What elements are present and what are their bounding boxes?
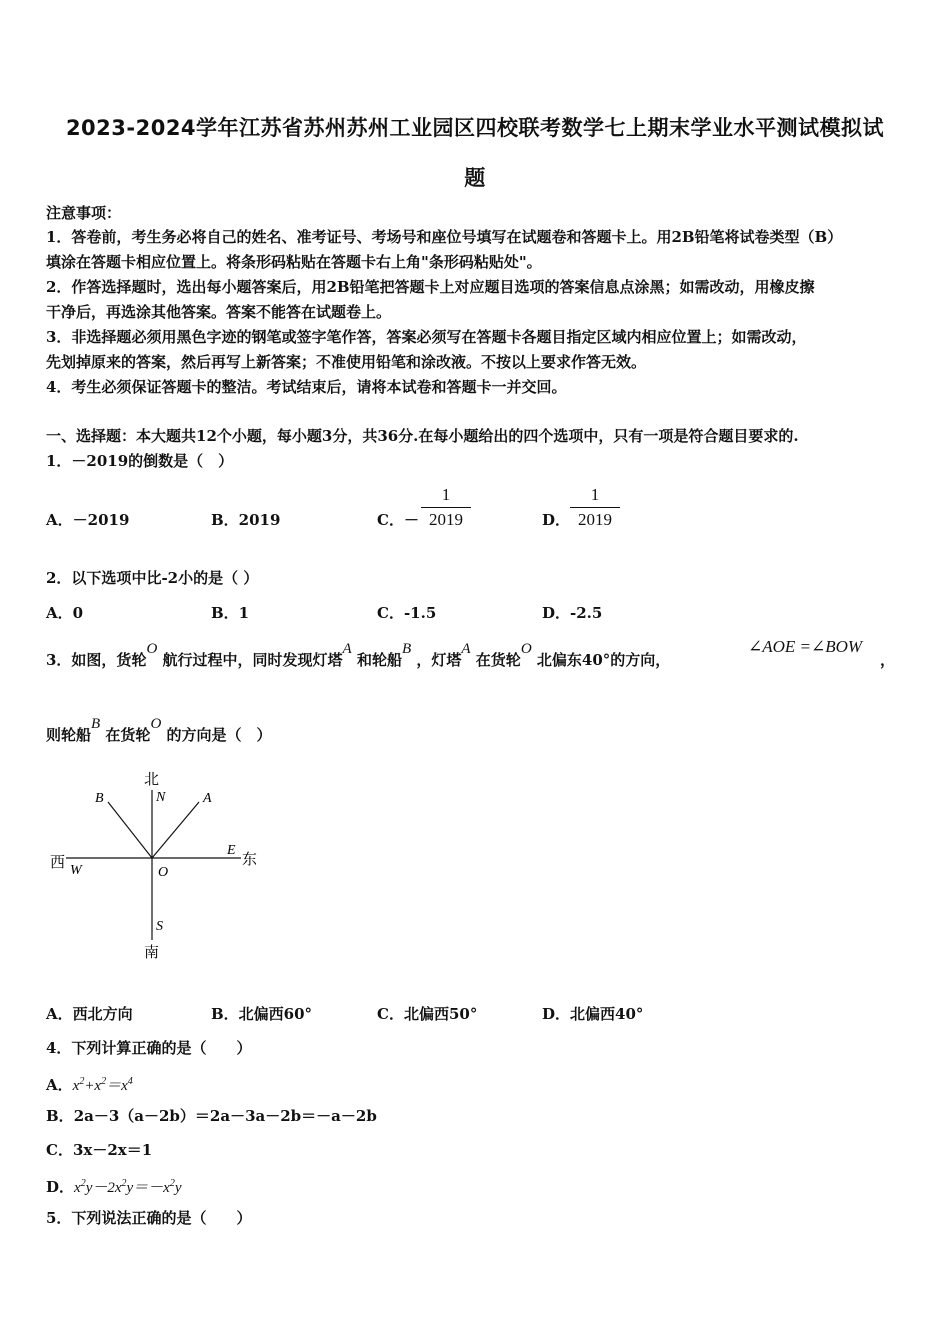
q3-comma: ， [880, 651, 896, 669]
q4-option-a [46, 1072, 133, 1096]
label-north: 北 [144, 770, 160, 788]
notice-line: 2．作答选择题时，选出每小题答案后，用2B铅笔把答题卡上对应题目选项的答案信息点涂黑；如需改动，用橡皮擦 [46, 278, 815, 296]
ray-oa [152, 802, 199, 858]
notice-heading: 注意事项： [46, 204, 122, 222]
label-east: 东 [242, 850, 258, 868]
q4-a-expression: $x^2+x^2=x^4$ [72, 1076, 133, 1094]
q3-option-b: B．北偏西60° [211, 1005, 313, 1023]
fraction-denominator: 2019 [429, 510, 463, 529]
q4-d-expression: $x^2y-2x^2y=-x^2y$ [74, 1178, 182, 1196]
notice-line: 3．非选择题必须用黑色字迹的钢笔或签字笔作答，答案必须写在答题卡各题目指定区域内相应位置上；如需改动， [46, 328, 807, 346]
label-b: B [95, 791, 104, 806]
q3-text: 在货轮 [105, 726, 151, 744]
q3-var-o: O [146, 641, 158, 657]
question-1-stem: 1．－2019的倒数是（ ） [46, 452, 234, 470]
notice-line: 填涂在答题卡相应位置上。将条形码粘贴在答题卡右上角"条形码粘贴处"。 [46, 253, 542, 271]
q3-var-o: O [520, 641, 532, 657]
fraction-bar [570, 507, 620, 508]
label-e: E [227, 843, 236, 858]
notice-line: 先划掉原来的答案，然后再写上新答案；不准使用铅笔和涂改液。不按以上要求作答无效。 [46, 353, 647, 371]
label-west: 西 [50, 853, 66, 871]
label-a: A [203, 791, 212, 806]
fraction-denominator: 2019 [578, 510, 612, 529]
question-3-stem-line2 [46, 716, 906, 746]
q3-var-b: B [401, 641, 412, 657]
section-heading: 一、选择题：本大题共12个小题，每小题3分，共36分.在每小题给出的四个选项中，只有一项是符合题目要求的. [46, 427, 799, 445]
q3-var-o: O [150, 716, 162, 732]
q1-option-d-label: D． [542, 511, 571, 529]
q3-text: 和轮船 [356, 651, 402, 669]
notice-line: 1．答卷前，考生务必将自己的姓名、准考证号、考场号和座位号填写在试题卷和答题卡上。用2B铅笔将试卷类型（B） [46, 228, 843, 246]
compass-diagram [46, 768, 286, 963]
q1-option-c-label: C．－ [377, 511, 419, 529]
q3-option-a: A．西北方向 [46, 1005, 133, 1023]
label-south: 南 [144, 943, 160, 961]
q3-text: ，灯塔 [416, 651, 462, 669]
option-label: C． [46, 1141, 73, 1159]
q2-option-b: B．1 [211, 604, 250, 622]
q3-text: 在货轮 [475, 651, 521, 669]
notice-line: 干净后，再选涂其他答案。答案不能答在试题卷上。 [46, 303, 392, 321]
label-o: O [158, 865, 169, 880]
q3-var-a: A [461, 641, 471, 657]
q3-text: 3．如图，货轮 [46, 651, 147, 669]
q3-angle-expression: ∠AOE =∠BOW [748, 637, 863, 656]
notice-line: 4．考生必须保证答题卡的整洁。考试结束后，请将本试卷和答题卡一并交回。 [46, 378, 567, 396]
page-title-line2: 题 [464, 166, 486, 190]
q4-option-d [46, 1174, 182, 1198]
q2-option-c: C．-1.5 [377, 604, 437, 622]
fraction-bar [421, 507, 471, 508]
q1-option-c-fraction [421, 485, 471, 530]
q1-option-d-fraction [570, 485, 620, 530]
q2-option-d: D．-2.5 [542, 604, 603, 622]
q3-text: 北偏东40°的方向， [536, 651, 671, 669]
page-title-line1: 2023-2024学年江苏省苏州苏州工业园区四校联考数学七上期末学业水平测试模拟试 [65, 116, 885, 140]
label-n: N [156, 790, 166, 805]
question-4-stem: 4．下列计算正确的是（ ） [46, 1039, 252, 1057]
q4-option-c [46, 1140, 152, 1160]
fraction-numerator: 1 [590, 485, 600, 504]
q1-option-a: A．－2019 [46, 511, 130, 529]
q3-option-c: C．北偏西50° [377, 1005, 478, 1023]
q3-text: 航行过程中，同时发现灯塔 [162, 651, 343, 669]
q2-option-a: A．0 [46, 604, 84, 622]
q4-b-expression: 2a－3（a－2b）＝2a－3a－2b＝－a－2b [73, 1107, 377, 1125]
q3-var-a: A [342, 641, 352, 657]
q4-option-b [46, 1106, 377, 1126]
q3-option-d: D．北偏西40° [542, 1005, 644, 1023]
question-5-stem: 5．下列说法正确的是（ ） [46, 1209, 252, 1227]
question-2-stem: 2．以下选项中比-2小的是（ ） [46, 569, 259, 587]
fraction-numerator: 1 [441, 485, 451, 504]
option-label: B． [46, 1107, 74, 1125]
q4-c-expression: 3x－2x＝1 [72, 1141, 153, 1159]
option-label: A． [46, 1076, 73, 1094]
q3-text: 的方向是（ ） [166, 726, 272, 744]
label-w: W [70, 863, 82, 878]
ray-ob [108, 802, 152, 858]
q1-option-b: B．2019 [211, 511, 281, 529]
label-s: S [156, 919, 163, 934]
q3-text: 则轮船 [46, 726, 92, 744]
option-label: D． [46, 1178, 75, 1196]
q3-var-b: B [91, 716, 101, 732]
